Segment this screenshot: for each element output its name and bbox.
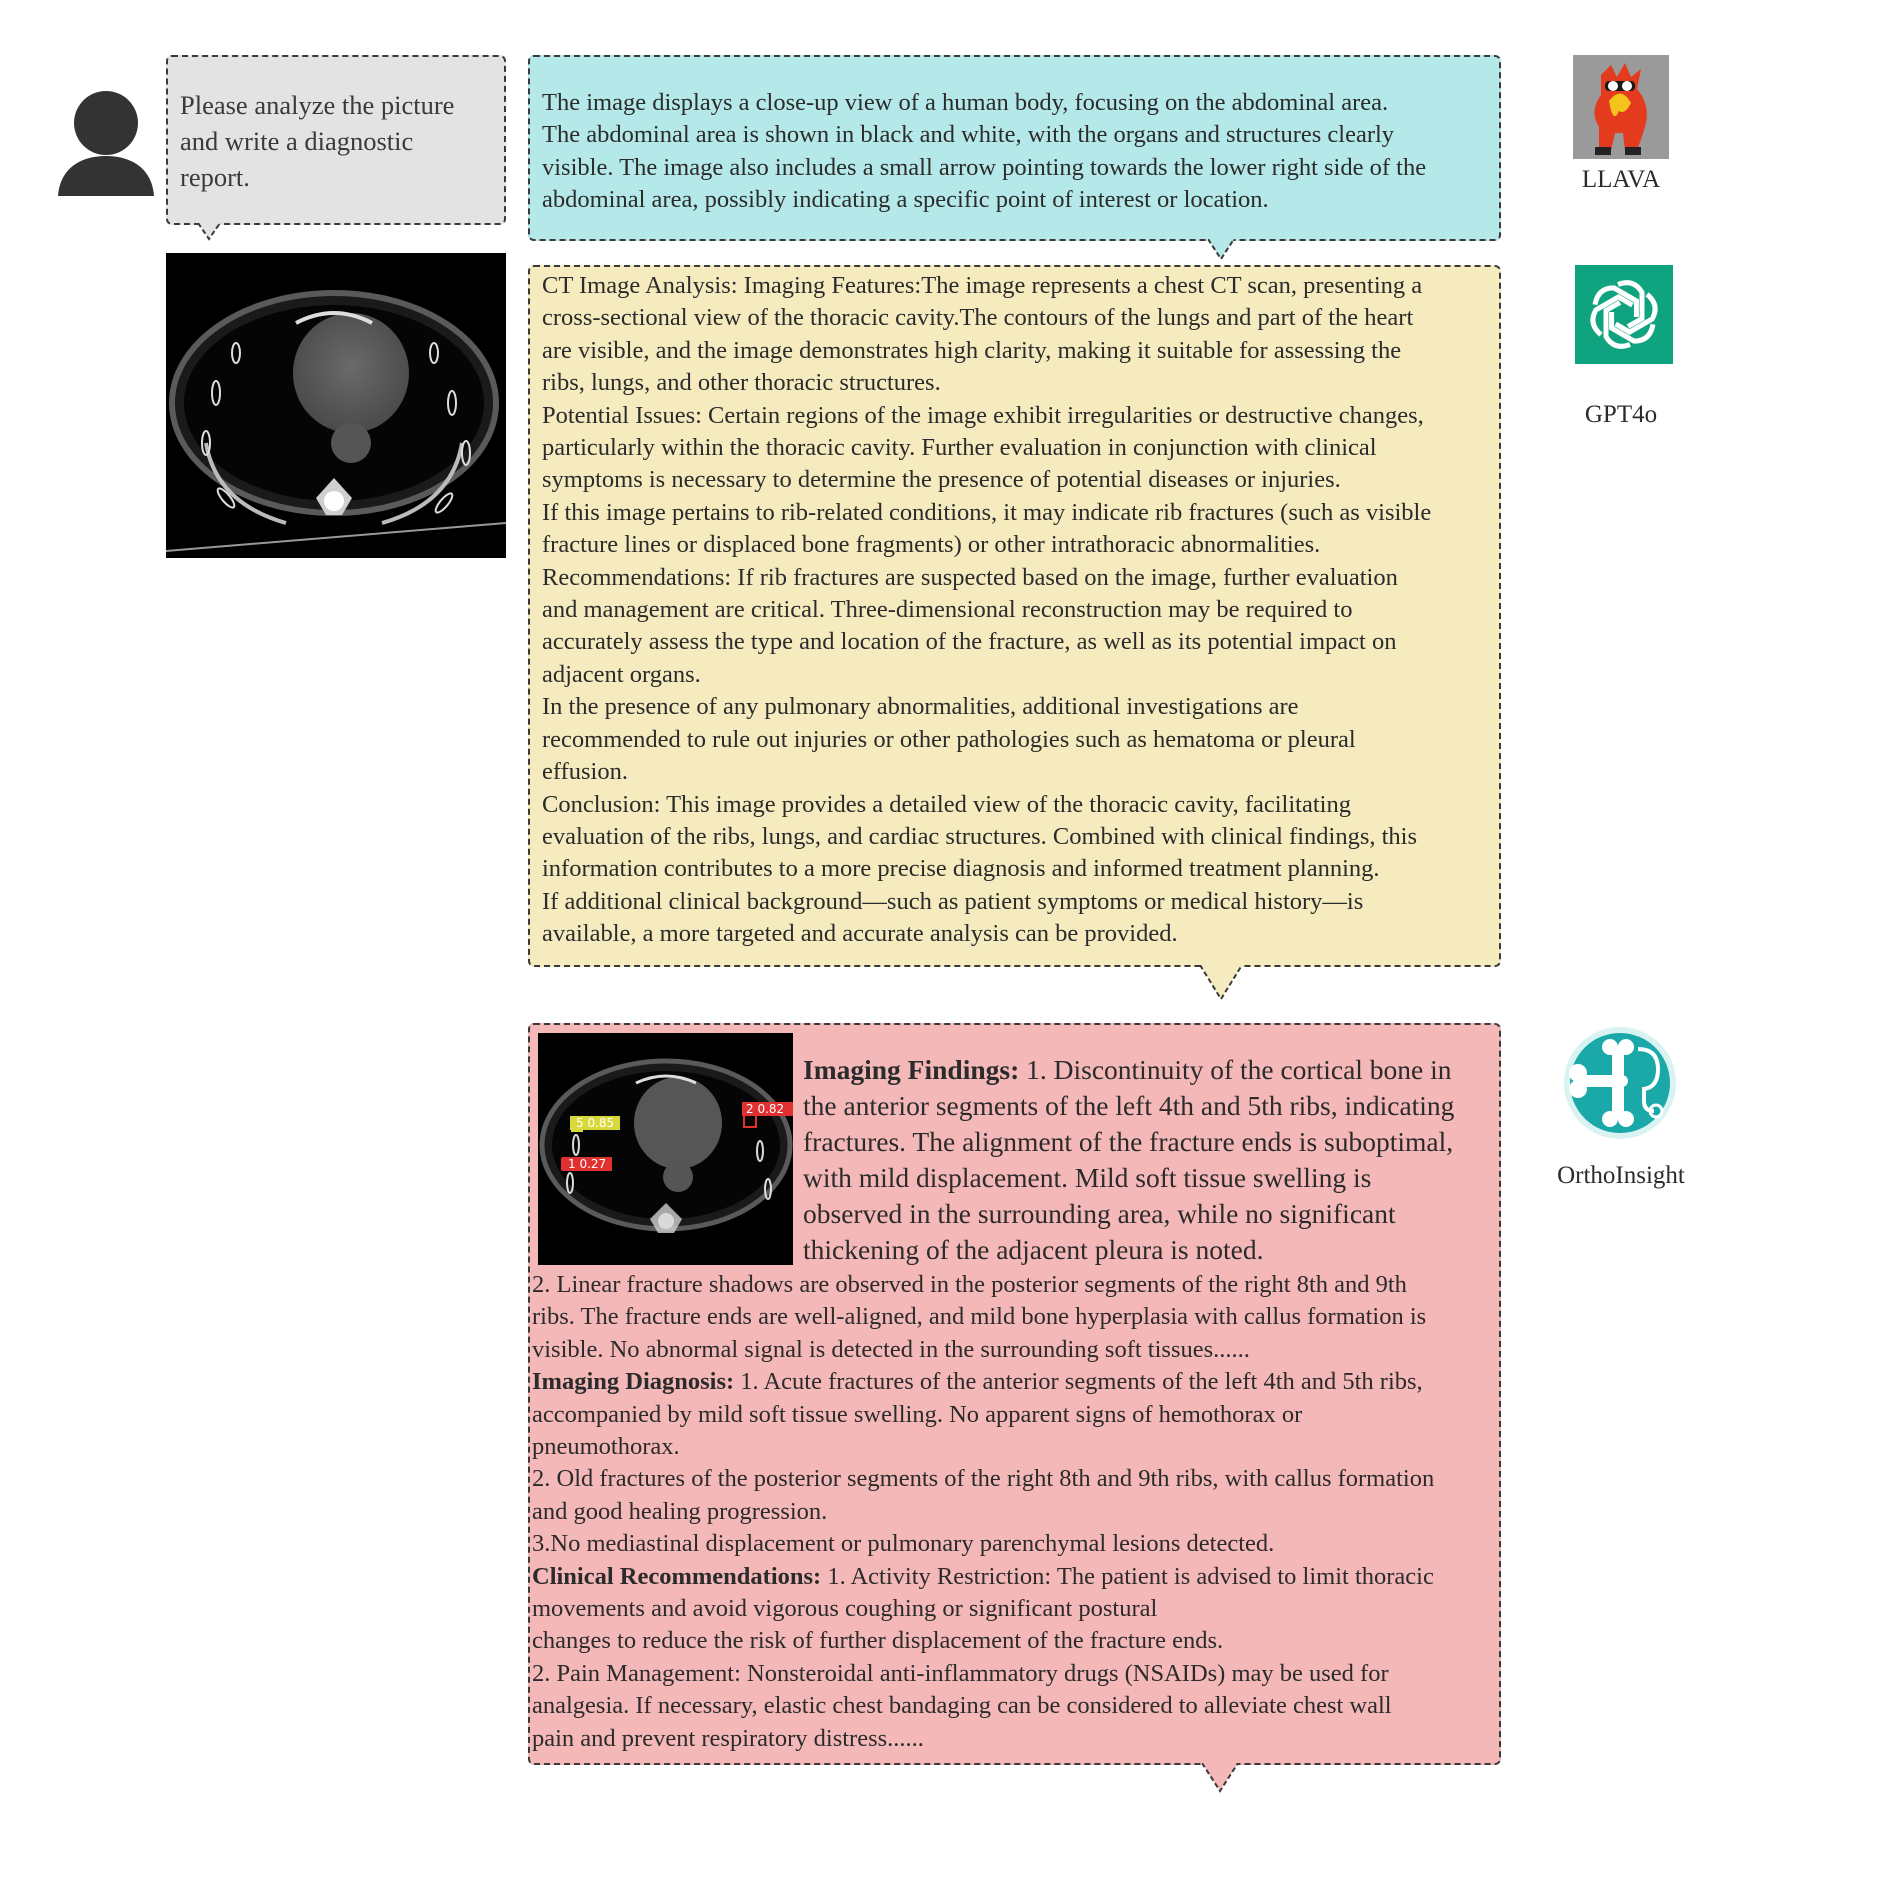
response-line: Potential Issues: Certain regions of the image exhibit irregularities or destructive changes, <box>542 401 1424 429</box>
detection-label: 1 0.27 <box>562 1157 612 1171</box>
response-line: cross-sectional view of the thoracic cavity.The contours of the lungs and part of the heart <box>542 304 1414 332</box>
response-line: available, a more targeted and accurate analysis can be provided. <box>542 920 1178 948</box>
response-line: ribs. The fracture ends are well-aligned, and mild bone hyperplasia with callus formation is <box>532 1303 1427 1331</box>
detection-label: 5 0.85 <box>570 1116 620 1130</box>
response-line: recommended to rule out injuries or other pathologies such as hematoma or pleural <box>542 725 1356 753</box>
response-line: movements and avoid vigorous coughing or significant postural <box>532 1595 1158 1623</box>
ct-scan-image <box>166 253 506 558</box>
response-line: CT Image Analysis: Imaging Features:The image represents a chest CT scan, presenting a <box>542 272 1423 299</box>
response-line: ribs, lungs, and other thoracic structures. <box>542 369 941 397</box>
response-line: are visible, and the image demonstrates high clarity, making it suitable for assessing the <box>542 336 1402 364</box>
response-line: 3.No mediastinal displacement or pulmonary parenchymal lesions detected. <box>532 1530 1275 1558</box>
findings-text: 1. Discontinuity of the cortical bone in <box>1019 1054 1452 1085</box>
response-line: pain and prevent respiratory distress...... <box>532 1724 924 1752</box>
response-line: 2. Linear fracture shadows are observed in the posterior segments of the right 8th and 9th <box>532 1271 1407 1298</box>
findings-line: with mild displacement. Mild soft tissue swelling is <box>803 1162 1372 1193</box>
response-line: changes to reduce the risk of further displacement of the fracture ends. <box>532 1627 1224 1655</box>
recommend-text: 1. Activity Restriction: The patient is advised to limit thoracic <box>821 1562 1434 1590</box>
response-line: information contributes to a more precise diagnosis and informed treatment planning. <box>542 855 1380 883</box>
response-line: In the presence of any pulmonary abnormalities, additional investigations are <box>542 693 1299 721</box>
diagnosis-heading: Imaging Diagnosis: <box>532 1368 735 1396</box>
response-line: The image displays a close-up view of a human body, focusing on the abdominal area. <box>542 89 1389 116</box>
diagnosis-text: 1. Acute fractures of the anterior segments of the left 4th and 5th ribs, <box>734 1368 1423 1396</box>
findings-line: fractures. The alignment of the fracture ends is suboptimal, <box>803 1126 1454 1157</box>
prompt-line: report. <box>180 162 250 192</box>
annotated-ct-image <box>538 1033 793 1265</box>
response-line: Recommendations: If rib fractures are suspected based on the image, further evaluation <box>542 563 1398 591</box>
user-avatar-icon <box>56 88 156 198</box>
user-prompt-text <box>180 87 500 192</box>
response-line: and good healing progression. <box>532 1497 828 1525</box>
gpt4o-logo-icon <box>1575 265 1673 364</box>
response-line <box>532 1561 1497 1593</box>
orthoinsight-logo-icon <box>1558 1027 1682 1139</box>
response-line: particularly within the thoracic cavity. Further evaluation in conjunction with clinical <box>542 434 1377 462</box>
response-line: accurately assess the type and location of the fracture, as well as its potential impact on <box>542 628 1397 656</box>
prompt-line: Please analyze the picture <box>180 90 455 120</box>
gpt-response-text <box>542 270 1497 951</box>
orthoinsight-label: OrthoInsight <box>1557 1162 1685 1189</box>
response-line: Conclusion: This image provides a detailed view of the thoracic cavity, facilitating <box>542 790 1351 818</box>
response-line: analgesia. If necessary, elastic chest bandaging can be considered to alleviate chest wall <box>532 1692 1392 1720</box>
findings-line: thickening of the adjacent pleura is noted. <box>803 1234 1264 1265</box>
llava-response-text <box>542 87 1492 217</box>
llava-label: LLAVA <box>1581 166 1661 193</box>
prompt-line: and write a diagnostic <box>180 126 414 156</box>
response-line: If this image pertains to rib-related conditions, it may indicate rib fractures (such as visible <box>542 498 1432 526</box>
findings-heading: Imaging Findings: <box>803 1054 1020 1085</box>
response-line: accompanied by mild soft tissue swelling. No apparent signs of hemothorax or <box>532 1400 1303 1428</box>
ortho-response-text <box>532 1269 1497 1755</box>
response-line <box>532 1366 1497 1398</box>
recommend-heading: Clinical Recommendations: <box>532 1562 822 1590</box>
response-line: pneumothorax. <box>532 1433 680 1461</box>
llava-logo-icon <box>1573 55 1669 159</box>
response-line: The abdominal area is shown in black and white, with the organs and structures clearly <box>542 121 1395 149</box>
response-line: adjacent organs. <box>542 660 701 688</box>
findings-line <box>803 1052 1497 1088</box>
ortho-findings-text <box>803 1052 1497 1268</box>
gpt4o-label: GPT4o <box>1584 401 1658 428</box>
findings-line: the anterior segments of the left 4th and 5th ribs, indicating <box>803 1090 1455 1121</box>
response-line: evaluation of the ribs, lungs, and cardiac structures. Combined with clinical findings, this <box>542 822 1418 850</box>
response-line: 2. Old fractures of the posterior segments of the right 8th and 9th ribs, with callus formation <box>532 1465 1435 1493</box>
response-line: visible. No abnormal signal is detected in the surrounding soft tissues...... <box>532 1335 1250 1363</box>
response-line: symptoms is necessary to determine the presence of potential diseases or injuries. <box>542 466 1341 494</box>
findings-line: observed in the surrounding area, while no significant <box>803 1198 1396 1229</box>
response-line: effusion. <box>542 758 628 786</box>
response-line: 2. Pain Management: Nonsteroidal anti-inflammatory drugs (NSAIDs) may be used for <box>532 1659 1389 1687</box>
response-line: If additional clinical background—such as patient symptoms or medical history—is <box>542 887 1364 915</box>
response-line: visible. The image also includes a small arrow pointing towards the lower right side of the <box>542 153 1427 181</box>
response-line: and management are critical. Three-dimensional reconstruction may be required to <box>542 596 1353 624</box>
detection-label: 2 0.82 <box>742 1102 793 1116</box>
response-line: abdominal area, possibly indicating a specific point of interest or location. <box>542 186 1269 214</box>
response-line: fracture lines or displaced bone fragments) or other intrathoracic abnormalities. <box>542 531 1321 559</box>
